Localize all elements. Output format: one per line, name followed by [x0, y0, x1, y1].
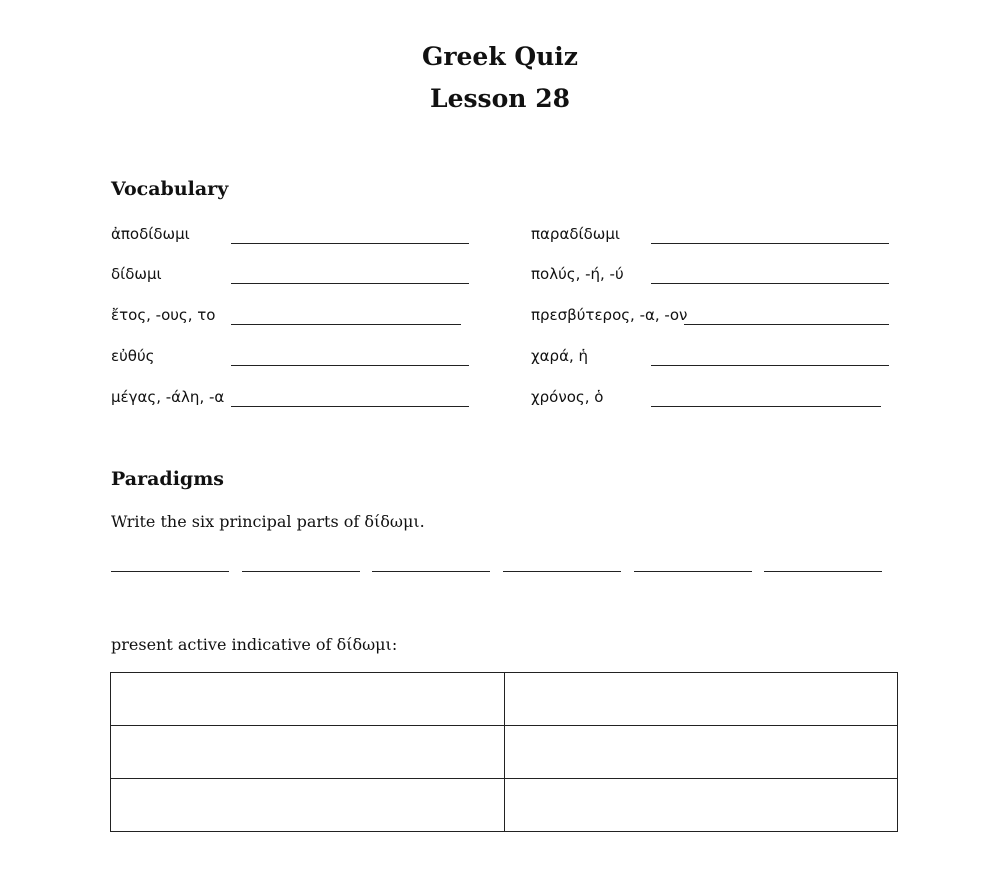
quiz-title: Greek Quiz [421, 42, 578, 71]
vocab-item [531, 347, 891, 371]
vocab-term: πρεσβύτερος, -α, -ον [531, 306, 688, 324]
answer-blank[interactable] [231, 243, 469, 244]
answer-blank[interactable] [651, 365, 889, 366]
paradigm-cell[interactable] [504, 673, 898, 726]
paradigm-cell[interactable] [504, 726, 898, 779]
vocab-term: ἀποδίδωμι [111, 225, 190, 243]
paradigm-cell[interactable] [111, 673, 505, 726]
paradigm-cell[interactable] [111, 726, 505, 779]
paradigm-cell[interactable] [504, 779, 898, 832]
principal-part-blank[interactable] [242, 571, 360, 572]
vocab-item [111, 306, 471, 330]
answer-blank[interactable] [651, 283, 889, 284]
principal-part-blank[interactable] [503, 571, 621, 572]
answer-blank[interactable] [651, 406, 881, 407]
answer-blank[interactable] [231, 406, 469, 407]
principal-part-blank[interactable] [372, 571, 490, 572]
answer-blank[interactable] [651, 243, 889, 244]
vocab-item [111, 225, 471, 249]
vocab-term: ἔτος, -ους, το [111, 306, 216, 324]
table-row [111, 779, 898, 832]
vocab-item [111, 265, 471, 289]
vocab-term: μέγας, -άλη, -α [111, 388, 225, 406]
answer-blank[interactable] [231, 365, 469, 366]
vocab-item [111, 388, 471, 412]
vocab-item [111, 347, 471, 371]
vocab-term: χαρά, ἡ [531, 347, 589, 365]
answer-blank[interactable] [231, 324, 461, 325]
vocab-item [531, 306, 891, 330]
vocab-term: δίδωμι [111, 265, 162, 283]
vocab-term: χρόνος, ὁ [531, 388, 604, 406]
paradigms-heading: Paradigms [111, 468, 224, 490]
paradigm-cell[interactable] [111, 779, 505, 832]
table-row [111, 726, 898, 779]
principal-part-blank[interactable] [764, 571, 882, 572]
answer-blank[interactable] [684, 324, 889, 325]
table-row [111, 673, 898, 726]
principal-part-blank[interactable] [111, 571, 229, 572]
vocab-term: παραδίδωμι [531, 225, 620, 243]
vocab-item [531, 225, 891, 249]
vocab-term: πολύς, -ή, -ύ [531, 265, 624, 283]
vocabulary-heading: Vocabulary [111, 178, 229, 200]
answer-blank[interactable] [231, 283, 469, 284]
vocab-term: εὐθύς [111, 347, 155, 365]
principal-parts-instruction: Write the six principal parts of δίδωμι. [111, 512, 425, 531]
vocab-item [531, 388, 891, 412]
paradigm-table [110, 672, 898, 832]
lesson-subtitle: Lesson 28 [430, 84, 570, 113]
vocab-item [531, 265, 891, 289]
principal-part-blank[interactable] [634, 571, 752, 572]
present-active-indicative-label: present active indicative of δίδωμι: [111, 635, 398, 654]
